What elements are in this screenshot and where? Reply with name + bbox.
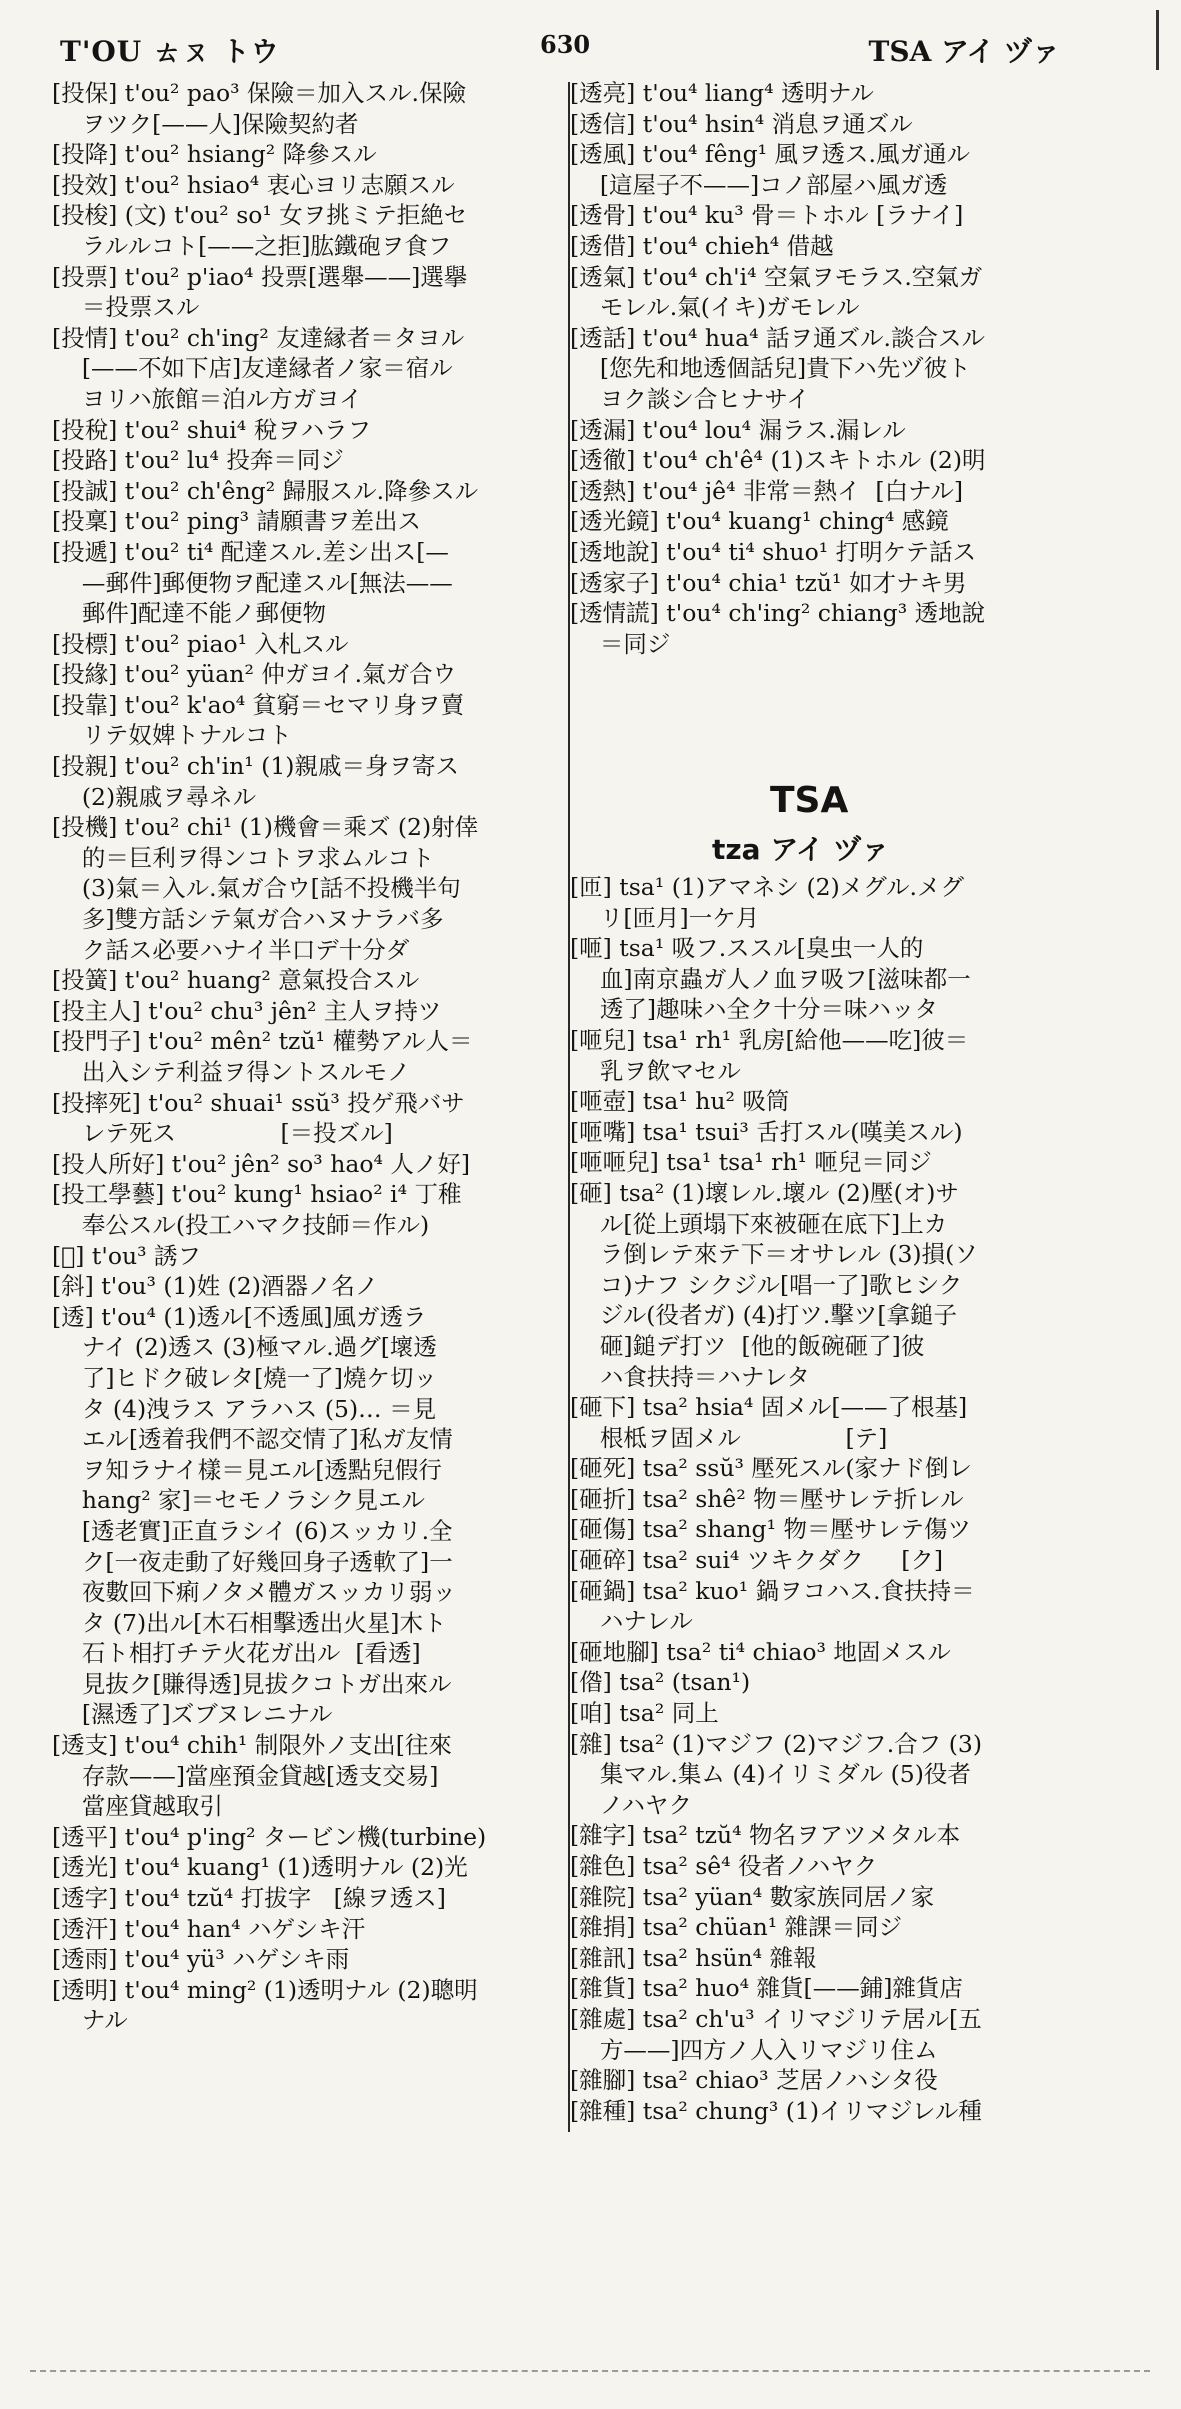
dictionary-line: [透話] t'ou⁴ hua⁴ 話ヲ通ズル.談合スル bbox=[570, 323, 986, 352]
dictionary-line: [投遞] t'ou² ti⁴ 配達スル.差シ出ス[— bbox=[52, 537, 449, 566]
dictionary-line: [透徹] t'ou⁴ ch'ê⁴ (1)スキトホル (2)明 bbox=[570, 446, 986, 475]
dictionary-line: [透信] t'ou⁴ hsin⁴ 消息ヲ通ズル bbox=[570, 109, 913, 138]
bottom-rule bbox=[30, 2370, 1150, 2373]
edge-mark bbox=[1156, 10, 1159, 70]
dictionary-line: [投梭] (文) t'ou² so¹ 女ヲ挑ミテ拒絶セ bbox=[52, 201, 468, 230]
dictionary-line: [透地說] t'ou⁴ ti⁴ shuo¹ 打明ケテ話ス bbox=[570, 537, 977, 566]
header-right-heading: TSA アイ ヅァ bbox=[868, 35, 1060, 68]
dictionary-line: [雜種] tsa² chung³ (1)イリマジレル種 bbox=[570, 2096, 982, 2125]
dictionary-line: 的＝巨利ヲ得ンコトヲ求ムルコト bbox=[52, 843, 435, 872]
dictionary-line: 存款——]當座預金貸越[透支交易] bbox=[52, 1761, 439, 1790]
dictionary-line: [投親] t'ou² ch'in¹ (1)親戚＝身ヲ寄ス bbox=[52, 752, 459, 781]
dictionary-line: ナル bbox=[52, 2006, 128, 2035]
dictionary-line: [透字] t'ou⁴ tzŭ⁴ 打拔字 [線ヲ透ス] bbox=[52, 1884, 446, 1913]
dictionary-line: [投標] t'ou² piao¹ 入札スル bbox=[52, 629, 349, 658]
section-subtitle: tza アイ ヅァ bbox=[712, 833, 890, 866]
dictionary-line: [透風] t'ou⁴ fêng¹ 風ヲ透ス.風ガ通ル bbox=[570, 140, 971, 169]
dictionary-line: [透家子] t'ou⁴ chia¹ tzŭ¹ 如才ナキ男 bbox=[570, 568, 967, 597]
left-column bbox=[52, 78, 572, 2158]
dictionary-line: ハナレル bbox=[570, 1607, 693, 1636]
dictionary-line: [砸死] tsa² ssŭ³ 壓死スル(家ナド倒レ bbox=[570, 1454, 973, 1483]
dictionary-line: [投機] t'ou² chi¹ (1)機會＝乘ズ (2)射倖 bbox=[52, 813, 479, 842]
dictionary-line: [咂] tsa¹ 吸フ.ススル[臭虫一人的 bbox=[570, 934, 924, 963]
dictionary-line: 當座貸越取引 bbox=[52, 1792, 223, 1821]
dictionary-line: [投緣] t'ou² yüan² 仲ガヨイ.氣ガ合ウ bbox=[52, 660, 457, 689]
dictionary-line: 多]雙方話シテ氣ガ合ハヌナラバ多 bbox=[52, 905, 444, 934]
dictionary-line: [雜字] tsa² tzŭ⁴ 物名ヲアツメタル本 bbox=[570, 1821, 961, 1850]
dictionary-line: [這屋子不——]コノ部屋ハ風ガ透 bbox=[570, 170, 948, 199]
dictionary-line: [砸] tsa² (1)壞レル.壞ル (2)壓(オ)サ bbox=[570, 1178, 959, 1207]
section-title: TSA bbox=[770, 780, 849, 821]
header-left-heading: T'OU ㄊㄡ トウ bbox=[60, 35, 280, 68]
dictionary-line: [透光] t'ou⁴ kuang¹ (1)透明ナル (2)光 bbox=[52, 1853, 468, 1882]
dictionary-line: [砸折] tsa² shê² 物＝壓サレテ折レル bbox=[570, 1484, 964, 1513]
dictionary-line: [投保] t'ou² pao³ 保險＝加入スル.保險 bbox=[52, 79, 466, 107]
page-number: 630 bbox=[540, 30, 591, 59]
dictionary-line: 出入シテ利益ヲ得ントスルモノ bbox=[52, 1058, 411, 1086]
dictionary-line: [砸碎] tsa² sui⁴ ツキクダク [ク] bbox=[570, 1546, 944, 1575]
dictionary-line: ＝同ジ bbox=[570, 629, 671, 658]
dictionary-line: リ[匝月]一ケ月 bbox=[570, 903, 760, 932]
dictionary-line: [投人所好] t'ou² jên² so³ hao⁴ 人ノ好] bbox=[52, 1149, 471, 1178]
dictionary-line: [透情謊] t'ou⁴ ch'ing² chiang³ 透地說 bbox=[570, 599, 986, 628]
dictionary-line: [投路] t'ou² lu⁴ 投奔＝同ジ bbox=[52, 446, 344, 475]
dictionary-line: [匝] tsa¹ (1)アマネシ (2)メグル.メグ bbox=[570, 873, 965, 901]
dictionary-line: リテ奴婢トナルコト bbox=[52, 721, 292, 750]
dictionary-line: 石ト相打チテ火花ガ出ル [看透] bbox=[52, 1639, 421, 1668]
dictionary-line: [雜院] tsa² yüan⁴ 數家族同居ノ家 bbox=[570, 1882, 935, 1911]
dictionary-line: ノハヤク bbox=[570, 1790, 692, 1819]
dictionary-line: [砸鍋] tsa² kuo¹ 鍋ヲコハス.食扶持＝ bbox=[570, 1576, 975, 1605]
dictionary-line: hang² 家]＝セモノラシク見エル bbox=[52, 1486, 426, 1515]
dictionary-line: [投摔死] t'ou² shuai¹ ssŭ³ 投ゲ飛バサ bbox=[52, 1088, 465, 1117]
dictionary-line: [雜腳] tsa² chiao³ 芝居ノハシタ役 bbox=[570, 2066, 938, 2095]
dictionary-line: ナイ (2)透ス (3)極マル.過グ[壞透 bbox=[52, 1333, 437, 1362]
dictionary-line: [砸下] tsa² hsia⁴ 固メル[——了根基] bbox=[570, 1393, 968, 1422]
dictionary-line: [偺] tsa² (tsan¹) bbox=[570, 1668, 751, 1697]
dictionary-line: エル[透着我們不認交情了]私ガ友情 bbox=[52, 1425, 453, 1454]
dictionary-line: [雜訊] tsa² hsün⁴ 雜報 bbox=[570, 1943, 817, 1972]
dictionary-line: [𨤸] t'ou³ 誘フ bbox=[52, 1241, 201, 1270]
dictionary-line: 夜數回下痢ノタメ體ガスッカリ弱ッ bbox=[52, 1578, 456, 1607]
dictionary-line: レテ死ス [＝投ズル] bbox=[52, 1119, 393, 1148]
dictionary-line: [咂兒] tsa¹ rh¹ 乳房[給他——吃]彼＝ bbox=[570, 1025, 969, 1054]
dictionary-line: [投誠] t'ou² ch'êng² 歸服スル.降參スル bbox=[52, 476, 479, 505]
dictionary-line: [透氣] t'ou⁴ ch'i⁴ 空氣ヲモラス.空氣ガ bbox=[570, 262, 983, 291]
dictionary-line: [透光鏡] t'ou⁴ kuang¹ ching⁴ 感鏡 bbox=[570, 507, 949, 536]
dictionary-line: 血]南京蟲ガ人ノ血ヲ吸フ[滋味都一 bbox=[570, 964, 971, 993]
dictionary-line: ラルルコト[——之拒]肱鐵砲ヲ食フ bbox=[52, 231, 452, 260]
dictionary-line: 乳ヲ飲マセル bbox=[570, 1056, 741, 1085]
dictionary-line: [濕透了]ズブヌレニナル bbox=[52, 1700, 333, 1729]
dictionary-line: [透骨] t'ou⁴ ku³ 骨＝トホル [ラナイ] bbox=[570, 201, 964, 230]
dictionary-line: ク[一夜走動了好幾回身子透軟了]一 bbox=[52, 1547, 453, 1576]
dictionary-line: [透借] t'ou⁴ chieh⁴ 借越 bbox=[570, 231, 834, 260]
dictionary-line: [雜色] tsa² sê⁴ 役者ノハヤク bbox=[570, 1852, 878, 1880]
dictionary-line: [雜] tsa² (1)マジフ (2)マジフ.合フ (3) bbox=[570, 1729, 982, 1758]
dictionary-line: 了]ヒドク破レタ[燒一了]燒ケ切ッ bbox=[52, 1363, 437, 1392]
dictionary-line: [投情] t'ou² ch'ing² 友達縁者＝タヨル bbox=[52, 323, 465, 352]
dictionary-line: 根柢ヲ固メル [テ] bbox=[570, 1423, 888, 1452]
dictionary-line: [咂壺] tsa¹ hu² 吸筒 bbox=[570, 1087, 790, 1116]
dictionary-line: ＝投票スル bbox=[52, 293, 200, 322]
dictionary-line: [透亮] t'ou⁴ liang⁴ 透明ナル bbox=[570, 79, 874, 107]
dictionary-line: [投門子] t'ou² mên² tzŭ¹ 權勢アル人＝ bbox=[52, 1027, 473, 1056]
dictionary-line: ハ食扶持＝ハナレタ bbox=[570, 1362, 810, 1391]
dictionary-line: 奉公スル(投工ハマク技師＝作ル) bbox=[52, 1210, 430, 1239]
dictionary-line: モレル.氣(イキ)ガモレル bbox=[570, 293, 860, 322]
dictionary-line: ヨク談シ合ヒナサイ bbox=[570, 384, 810, 413]
dictionary-line: [咂咂兒] tsa¹ tsa¹ rh¹ 咂兒＝同ジ bbox=[570, 1148, 932, 1177]
dictionary-line: 見抜ク[賺得透]見拔クコトガ出來ル bbox=[52, 1669, 452, 1698]
dictionary-line: [斜] t'ou³ (1)姓 (2)酒器ノ名ノ bbox=[52, 1272, 379, 1301]
dictionary-line: [透漏] t'ou⁴ lou⁴ 漏ラス.漏レル bbox=[570, 415, 906, 444]
dictionary-line: [投簧] t'ou² huang² 意氣投合スル bbox=[52, 966, 420, 995]
dictionary-line: ジル(役者ガ) (4)打ツ.擊ツ[拿鎚子 bbox=[570, 1301, 958, 1330]
dictionary-line: [投效] t'ou² hsiao⁴ 衷心ヨリ志願スル bbox=[52, 170, 455, 199]
dictionary-line: ヨリハ旅館＝泊ル方ガヨイ bbox=[52, 384, 363, 413]
dictionary-line: [雜處] tsa² ch'u³ イリマジリテ居ル[五 bbox=[570, 2004, 982, 2033]
dictionary-line: (3)氣＝入ル.氣ガ合ウ[話不投機半句 bbox=[52, 874, 461, 903]
dictionary-line: 方——]四方ノ人入リマジリ住ム bbox=[570, 2035, 938, 2064]
dictionary-line: 集マル.集ム (4)イリミダル (5)役者 bbox=[570, 1760, 971, 1789]
dictionary-line: コ)ナフ シクジル[唱一了]歌ヒシク bbox=[570, 1270, 963, 1299]
dictionary-line: [透支] t'ou⁴ chih¹ 制限外ノ支出[往來 bbox=[52, 1731, 452, 1760]
dictionary-line: [投稟] t'ou² ping³ 請願書ヲ差出ス bbox=[52, 507, 422, 536]
dictionary-line: 透了]趣味ハ全ク十分＝味ハッタ bbox=[570, 995, 939, 1024]
dictionary-line: [雜捐] tsa² chüan¹ 雜課＝同ジ bbox=[570, 1913, 903, 1942]
dictionary-line: [透熱] t'ou⁴ jê⁴ 非常＝熱イ [白ナル] bbox=[570, 476, 964, 505]
dictionary-line: [您先和地透個話兒]貴下ハ先ヅ彼ト bbox=[570, 354, 971, 383]
dictionary-line: [透老實]正直ラシイ (6)スッカリ.全 bbox=[52, 1516, 453, 1545]
dictionary-line: [透汗] t'ou⁴ han⁴ ハゲシキ汗 bbox=[52, 1914, 366, 1943]
dictionary-line: [透明] t'ou⁴ ming² (1)透明ナル (2)聰明 bbox=[52, 1975, 478, 2004]
dictionary-line: (2)親戚ヲ尋ネル bbox=[52, 782, 257, 811]
right-column-lower bbox=[570, 872, 1140, 2132]
dictionary-line: [透雨] t'ou⁴ yü³ ハゲシキ雨 bbox=[52, 1945, 350, 1974]
dictionary-line: タ (7)出ル[木石相擊透出火星]木ト bbox=[52, 1608, 447, 1637]
dictionary-line: [砸傷] tsa² shang¹ 物＝壓サレテ傷ツ bbox=[570, 1515, 972, 1544]
page-header bbox=[60, 30, 1060, 70]
dictionary-line: [砸地腳] tsa² ti⁴ chiao³ 地固メスル bbox=[570, 1637, 951, 1666]
dictionary-line: ク話ス必要ハナイ半口デ十分ダ bbox=[52, 935, 410, 964]
dictionary-line: 砸]鎚デ打ツ [他的飯碗砸了]彼 bbox=[570, 1331, 925, 1360]
dictionary-line: [透] t'ou⁴ (1)透ル[不透風]風ガ透ラ bbox=[52, 1302, 427, 1331]
dictionary-line: [雜貨] tsa² huo⁴ 雜貨[——鋪]雜貨店 bbox=[570, 1974, 963, 2003]
dictionary-line: ヲ知ラナイ樣＝見エル[透點兒假行 bbox=[52, 1455, 442, 1484]
dictionary-line: [投票] t'ou² p'iao⁴ 投票[選舉——]選擧 bbox=[52, 262, 468, 291]
dictionary-line: 郵件]配達不能ノ郵便物 bbox=[52, 599, 327, 628]
dictionary-line: [——不如下店]友達縁者ノ家＝宿ル bbox=[52, 354, 453, 383]
dictionary-line: —郵件]郵便物ヲ配達スル[無法—— bbox=[52, 568, 453, 597]
dictionary-line: [投靠] t'ou² k'ao⁴ 貧窮＝セマリ身ヲ賣 bbox=[52, 690, 465, 719]
dictionary-line: タ (4)洩ラス アラハス (5)… ＝見 bbox=[52, 1394, 437, 1423]
dictionary-line: ヲツク[——人]保險契約者 bbox=[52, 109, 359, 138]
dictionary-line: [透平] t'ou⁴ p'ing² タービン機(turbine) bbox=[52, 1822, 487, 1851]
dictionary-line: [投稅] t'ou² shui⁴ 稅ヲハラフ bbox=[52, 415, 372, 444]
dictionary-line: ラ倒レテ來テ下＝オサレル (3)損(ソ bbox=[570, 1240, 978, 1269]
dictionary-line: [投降] t'ou² hsiang² 降參スル bbox=[52, 140, 377, 169]
dictionary-line: [投工學藝] t'ou² kung¹ hsiao² i⁴ 丁稚 bbox=[52, 1180, 462, 1209]
dictionary-line: [投主人] t'ou² chu³ jên² 主人ヲ持ツ bbox=[52, 996, 442, 1025]
dictionary-line: ル[從上頭塌下來被砸在底下]上カ bbox=[570, 1209, 948, 1238]
dictionary-line: [咱] tsa² 同上 bbox=[570, 1699, 719, 1728]
dictionary-line: [咂嘴] tsa¹ tsui³ 舌打スル(嘆美スル) bbox=[570, 1117, 963, 1146]
